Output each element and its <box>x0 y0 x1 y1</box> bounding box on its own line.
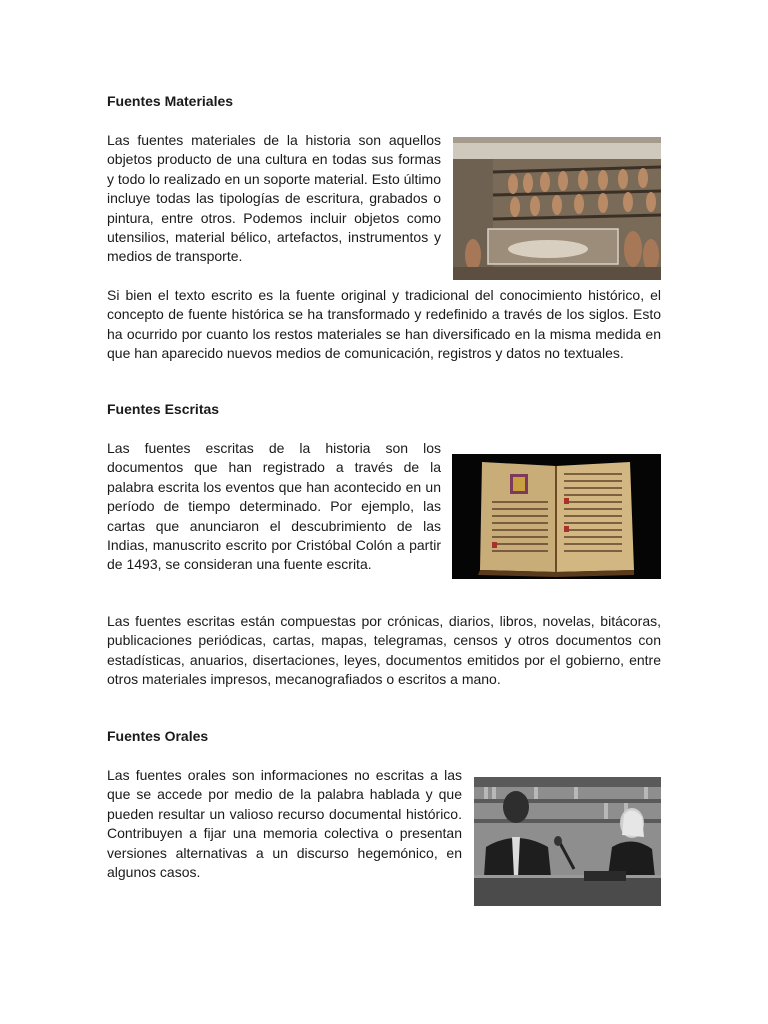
heading-fuentes-orales: Fuentes Orales <box>107 728 209 744</box>
paragraph-escritas-2: Las fuentes escritas están compuestas por crónicas, diarios, libros, novelas, bitácoras, publicaciones periódicas, cartas, mapas, telegramas, censos y otros documentos con estadísticas, anuarios, disertaciones, leyes, documentos emitidos por el gobierno, entre otros materiales impresos, mecanografiados o escritos a mano. <box>107 613 661 688</box>
paragraph-escritas-1: Las fuentes escritas de la historia son los documentos que han registrado a través de la palabra escrita los eventos que han acontecido en un período de tiempo determinado. Por ejemplo, las cartas que anunciaron el descubrimiento de las Indias, manuscrito escrito por Cristóbal Colón a partir de 1493, se consideran una fuente escrita. <box>107 440 441 573</box>
heading-fuentes-escritas: Fuentes Escritas <box>107 401 220 417</box>
paragraph-materiales-2: Si bien el texto escrito es la fuente original y tradicional del conocimiento histórico, el concepto de fuente histórica se ha transformado y redefinido a través de los siglos. Esto ha ocurrido por cuanto los restos materiales se han diversificado en la misma medida en que han aparecido nuevos medios de comunicación, registros y datos no textuales. <box>107 287 661 362</box>
paragraph-orales-1: Las fuentes orales son informaciones no escritas a las que se accede por medio de la palabra hablada y que pueden resultar un valioso recurso documental histórico. Contribuyen a fijar una memoria colectiva o presentan versiones alternativas a un discurso hegemónico, en algunos casos. <box>107 767 462 881</box>
paragraph-materiales-1: Las fuentes materiales de la historia son aquellos objetos producto de una cultura en todas sus formas y todo lo realizado en un soporte material. Esto último incluye todas las tipologías de escritura, grabados o pintura, entre otros. Podemos incluir objetos como utensilios, material bélico, artefactos, instrumentos y medios de transporte. <box>107 132 441 265</box>
image-medieval-manuscript <box>452 454 661 579</box>
image-archaeological-storage <box>453 137 661 280</box>
image-oral-interview <box>474 777 661 906</box>
heading-fuentes-materiales: Fuentes Materiales <box>107 93 234 109</box>
